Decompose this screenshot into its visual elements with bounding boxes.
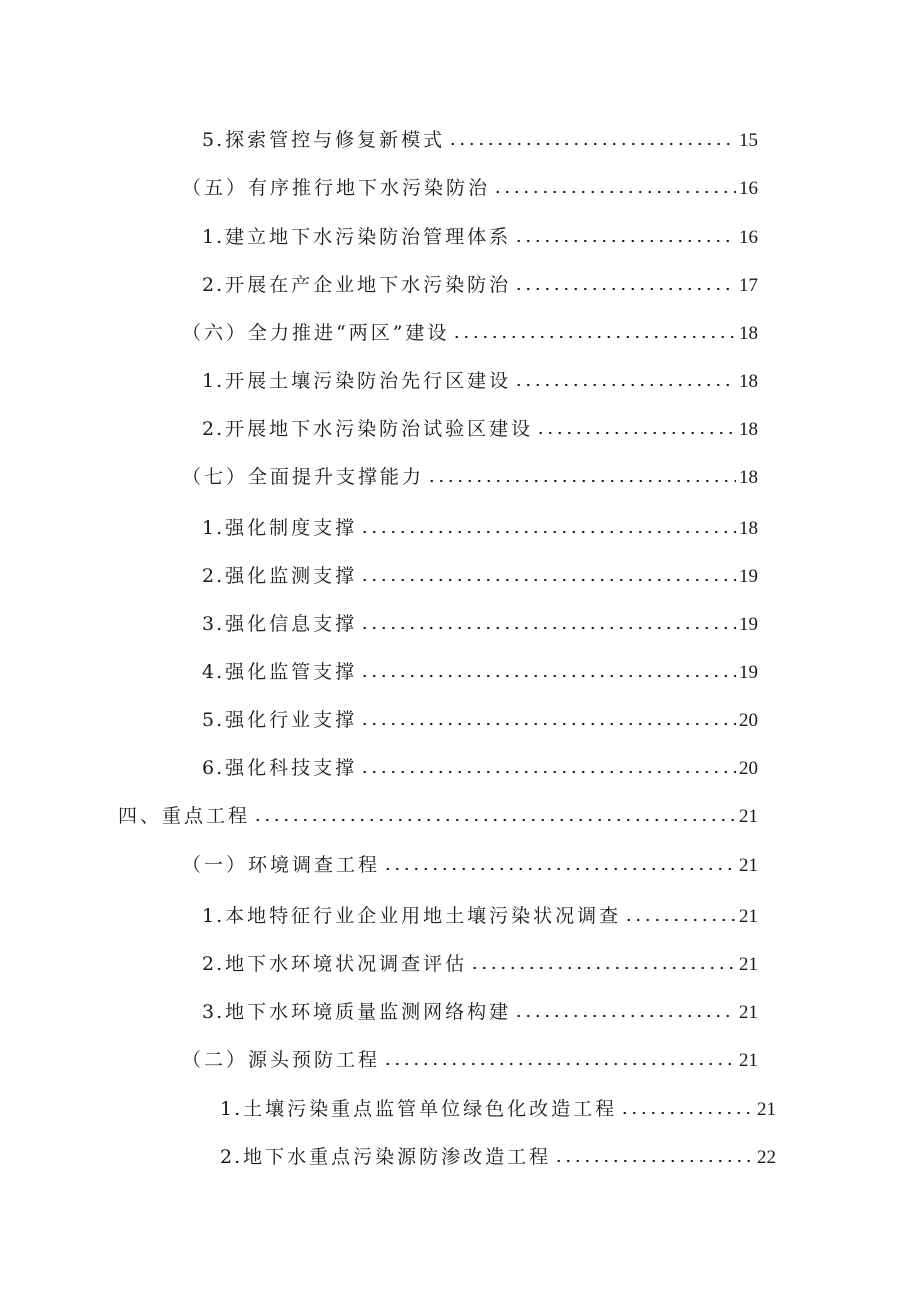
toc-entry-page: 18 xyxy=(739,323,758,344)
toc-entry xyxy=(202,366,758,396)
dot-leader xyxy=(554,1159,754,1163)
toc-entry-title: .强化科技支撑 xyxy=(216,757,358,779)
toc-entry xyxy=(202,270,758,300)
toc-entry-title: .地下水环境状况调查评估 xyxy=(216,953,468,975)
toc-entry-page: 21 xyxy=(739,906,758,927)
toc-entry-page: 18 xyxy=(739,518,758,539)
toc-entry-page: 20 xyxy=(739,710,758,731)
toc-entry xyxy=(182,318,758,348)
toc-entry-number: 6 xyxy=(202,757,217,779)
toc-entry xyxy=(202,414,758,444)
dot-leader xyxy=(620,1111,754,1115)
toc-entry-number: 1 xyxy=(202,517,217,539)
dot-leader xyxy=(493,190,736,194)
dot-leader xyxy=(360,530,736,534)
toc-entry-page: 18 xyxy=(739,467,758,488)
toc-entry-page: 15 xyxy=(739,130,758,151)
toc-entry-title: （二）源头预防工程 xyxy=(182,1049,381,1071)
toc-entry-title: .土壤污染重点监管单位绿色化改造工程 xyxy=(234,1098,618,1120)
toc-entry-page: 19 xyxy=(739,614,758,635)
dot-leader xyxy=(383,1062,736,1066)
toc-entry xyxy=(182,173,758,203)
dot-leader xyxy=(360,626,736,630)
toc-entry-number: 1 xyxy=(220,1098,235,1120)
toc-entry-number: 2 xyxy=(202,953,217,975)
toc-entry xyxy=(202,753,758,783)
dot-leader xyxy=(452,335,736,339)
toc-entry-title: .本地特征行业企业用地土壤污染状况调查 xyxy=(216,905,622,927)
dot-leader xyxy=(427,479,736,483)
dot-leader xyxy=(253,818,736,822)
toc-entry-page: 21 xyxy=(739,806,758,827)
toc-entry-page: 18 xyxy=(739,419,758,440)
toc-entry-page: 17 xyxy=(739,275,758,296)
toc-entry-number: 1 xyxy=(202,905,217,927)
toc-entry-page: 18 xyxy=(739,371,758,392)
toc-entry-page: 16 xyxy=(739,178,758,199)
toc-entry-title: .强化信息支撑 xyxy=(216,613,358,635)
toc-entry-title: .建立地下水污染防治管理体系 xyxy=(216,226,512,248)
toc-entry-number: 2 xyxy=(220,1146,235,1168)
toc-entry xyxy=(202,997,758,1027)
toc-entry-title: （五）有序推行地下水污染防治 xyxy=(182,177,491,199)
toc-entry xyxy=(182,850,758,880)
toc-entry-page: 19 xyxy=(739,662,758,683)
toc-entry xyxy=(202,609,758,639)
toc-entry-title: （一）环境调查工程 xyxy=(182,854,381,876)
dot-leader xyxy=(514,287,736,291)
toc-entry-title: （六）全力推进“两区”建设 xyxy=(182,322,450,344)
toc-entry-number: 1 xyxy=(202,370,217,392)
toc-entry-number: 5 xyxy=(202,709,217,731)
toc-entry-number: 2 xyxy=(202,274,217,296)
toc-entry-title: .强化制度支撑 xyxy=(216,517,358,539)
toc-entry-title: .地下水重点污染源防渗改造工程 xyxy=(234,1146,552,1168)
dot-leader xyxy=(383,867,736,871)
toc-entry-title: .强化行业支撑 xyxy=(216,709,358,731)
toc-entry-title: .开展在产企业地下水污染防治 xyxy=(216,274,512,296)
toc-entry-number: 3 xyxy=(202,1001,217,1023)
toc-entry-page: 19 xyxy=(739,566,758,587)
toc-entry-page: 21 xyxy=(739,855,758,876)
toc-entry-page: 20 xyxy=(739,758,758,779)
toc-entry-number: 4 xyxy=(202,661,217,683)
dot-leader xyxy=(536,431,736,435)
toc-entry xyxy=(202,125,758,155)
toc-entry-title: .探索管控与修复新模式 xyxy=(216,129,446,151)
toc-entry-title: .开展地下水污染防治试验区建设 xyxy=(216,418,534,440)
toc-entry xyxy=(182,1045,758,1075)
toc-entry-page: 22 xyxy=(757,1147,776,1168)
dot-leader xyxy=(448,142,736,146)
toc-entry xyxy=(202,949,758,979)
toc-entry-number: 1 xyxy=(202,226,217,248)
toc-entry-title: （七）全面提升支撑能力 xyxy=(182,466,425,488)
toc-entry-page: 16 xyxy=(739,227,758,248)
toc-entry-page: 21 xyxy=(739,1002,758,1023)
dot-leader xyxy=(360,722,736,726)
toc-entry xyxy=(202,513,758,543)
toc-entry-page: 21 xyxy=(739,954,758,975)
dot-leader xyxy=(514,383,736,387)
toc-entry-title: .强化监管支撑 xyxy=(216,661,358,683)
toc-entry-number: 2 xyxy=(202,565,217,587)
toc-entry-title: .开展土壤污染防治先行区建设 xyxy=(216,370,512,392)
toc-entry-number: 2 xyxy=(202,418,217,440)
toc-entry xyxy=(202,705,758,735)
toc-entry-page: 21 xyxy=(739,1050,758,1071)
toc-entry-number: 3 xyxy=(202,613,217,635)
toc-entry-title: 四、重点工程 xyxy=(118,805,251,827)
toc-entry xyxy=(202,561,758,591)
dot-leader xyxy=(360,770,736,774)
toc-entry xyxy=(220,1142,776,1172)
dot-leader xyxy=(360,578,736,582)
toc-entry xyxy=(182,462,758,492)
dot-leader xyxy=(514,1014,736,1018)
toc-entry-page: 21 xyxy=(757,1099,776,1120)
toc-entry-title: .强化监测支撑 xyxy=(216,565,358,587)
dot-leader xyxy=(514,239,736,243)
dot-leader xyxy=(470,966,736,970)
toc-entry xyxy=(118,801,758,831)
dot-leader xyxy=(360,674,736,678)
toc-entry xyxy=(202,901,758,931)
toc-entry-number: 5 xyxy=(202,129,217,151)
toc-entry-title: .地下水环境质量监测网络构建 xyxy=(216,1001,512,1023)
toc-entry xyxy=(202,657,758,687)
dot-leader xyxy=(624,918,736,922)
toc-entry xyxy=(220,1094,776,1124)
toc-entry xyxy=(202,222,758,252)
